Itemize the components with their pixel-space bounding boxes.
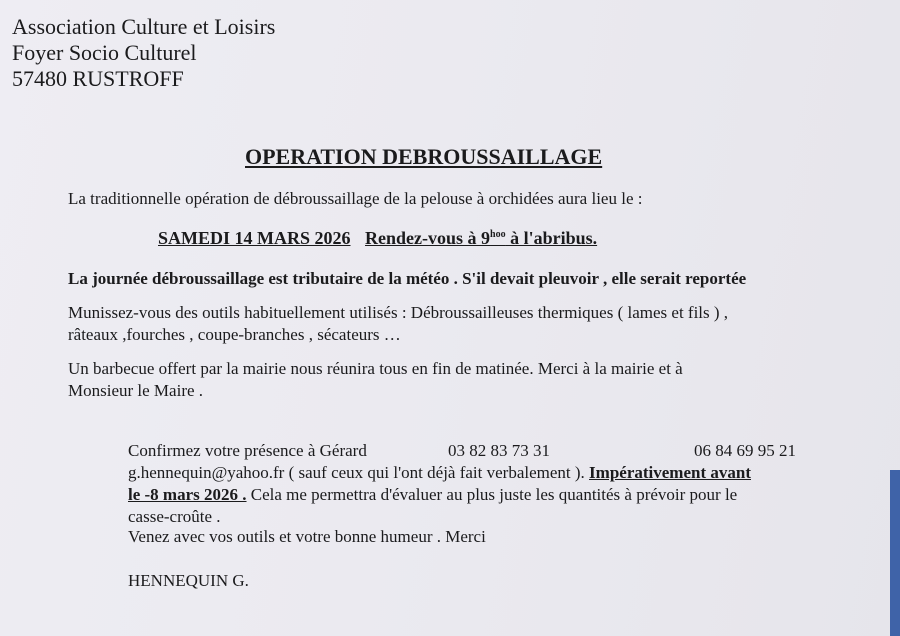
email-address: g.hennequin@yahoo.fr [128, 463, 285, 482]
sender-line-3: 57480 RUSTROFF [12, 66, 184, 91]
confirm-prefix: Confirmez votre présence à Gérard [128, 441, 367, 460]
closing-line: Venez avec vos outils et votre bonne humeur . Merci [128, 527, 486, 546]
confirm-line-3 [128, 484, 737, 506]
sender-address [12, 14, 275, 92]
barbecue-line-1: Un barbecue offert par la mairie nous réunira tous en fin de matinée. Merci à la mairie et à [68, 359, 683, 378]
phone-2: 06 84 69 95 21 [694, 441, 796, 460]
weather-note: La journée débroussaillage est tributaire de la météo . S'il devait pleuvoir , elle serait reportée [68, 269, 747, 288]
meeting-suffix: à l'abribus. [505, 228, 598, 248]
blue-background-edge [890, 470, 900, 636]
sender-line-1: Association Culture et Loisirs [12, 14, 276, 39]
event-date: SAMEDI 14 MARS 2026 [158, 228, 351, 248]
deadline-date: le -8 mars 2026 . [128, 485, 247, 504]
signature: HENNEQUIN G. [128, 571, 249, 590]
meeting-time-sup: hoo [490, 229, 506, 240]
imperative-text: Impérativement avant [589, 463, 751, 482]
confirm-line-4: casse-croûte . [128, 507, 221, 526]
phone-1: 03 82 83 73 31 [448, 441, 550, 460]
confirm-purpose: Cela me permettra d'évaluer au plus juste les quantités à prévoir pour le [250, 485, 738, 504]
sender-line-2: Foyer Socio Culturel [12, 40, 197, 65]
date-line [158, 224, 597, 249]
meeting-info [365, 228, 597, 248]
meeting-prefix: Rendez-vous à 9 [365, 228, 491, 248]
tools-line-1: Munissez-vous des outils habituellement utilisés : Débroussailleuses thermiques ( lames et fils ) , [68, 303, 729, 322]
confirm-line-2 [128, 462, 751, 484]
barbecue-line-2: Monsieur le Maire . [68, 381, 204, 400]
confirm-line-1 [128, 440, 818, 462]
tools-line-2: râteaux ,fourches , coupe-branches , sécateurs … [68, 325, 401, 344]
intro-text: La traditionnelle opération de débroussaillage de la pelouse à orchidées aura lieu le : [68, 189, 643, 208]
document-title: OPERATION DEBROUSSAILLAGE [245, 144, 603, 169]
confirm-note: ( sauf ceux qui l'ont déjà fait verbalement ). [288, 463, 585, 482]
